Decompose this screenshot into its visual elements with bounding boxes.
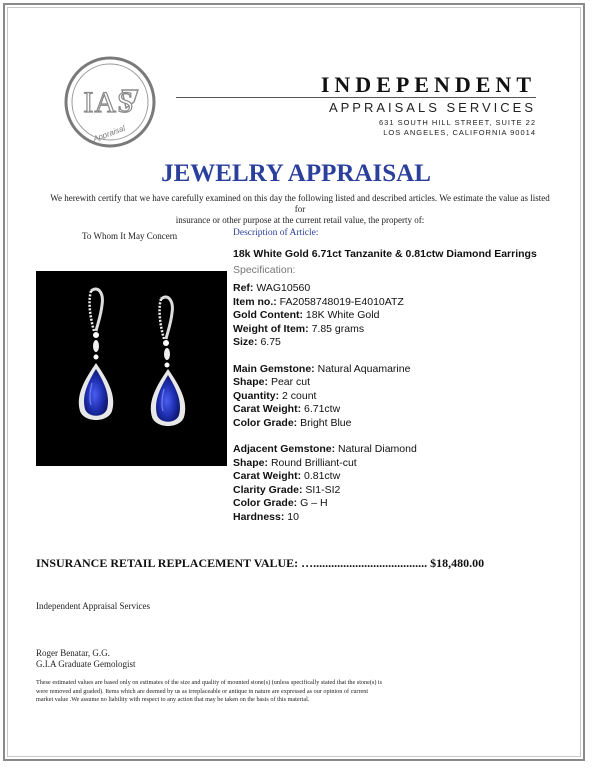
insurance-value bbox=[36, 556, 484, 571]
logo-ring-text: Appraisal bbox=[91, 123, 127, 144]
spec-ref: Ref: WAG10560 bbox=[233, 282, 311, 294]
spec-main-color: Color Grade: Bright Blue bbox=[233, 416, 352, 429]
insurance-amount: $18,480.00 bbox=[430, 556, 485, 570]
spec-gold-content: Gold Content: 18K White Gold bbox=[233, 309, 380, 321]
article-title: 18k White Gold 6.71ct Tanzanite & 0.81ctw Diamond Earrings bbox=[233, 248, 537, 260]
company-address bbox=[379, 118, 536, 138]
spec-adjacent-shape: Shape: Round Brilliant-cut bbox=[233, 456, 357, 469]
appraiser-signature bbox=[36, 648, 135, 670]
description-label: Description of Article: bbox=[233, 228, 319, 238]
insurance-label: INSURANCE RETAIL REPLACEMENT VALUE: bbox=[36, 556, 299, 570]
intro-line-2: insurance or other purpose at the current retail value, the property of: bbox=[175, 215, 425, 225]
spec-clarity: Clarity Grade: SI1-SI2 bbox=[233, 483, 341, 496]
earrings-photo bbox=[36, 271, 227, 466]
ias-logo bbox=[64, 56, 156, 148]
address-line-2: LOS ANGELES, CALIFORNIA 90014 bbox=[383, 128, 536, 137]
spec-weight: Weight of Item: 7.85 grams bbox=[233, 322, 365, 335]
spec-main-shape: Shape: Pear cut bbox=[233, 376, 311, 388]
intro-line-1: We herewith certify that we have carefully examined on this day the following listed and described articles. We estimate the value as listed for bbox=[50, 193, 550, 214]
disclaimer bbox=[36, 679, 516, 705]
spec-hardness: Hardness: 10 bbox=[233, 510, 299, 523]
spec-main-carat: Carat Weight: 6.71ctw bbox=[233, 403, 341, 415]
intro-text bbox=[50, 193, 550, 226]
specifications bbox=[233, 282, 417, 524]
address-line-1: 631 SOUTH HILL STREET, SUITE 22 bbox=[378, 118, 536, 127]
disclaimer-line-3: market value .We assume no liability with respect to any action that may be taken on the basis of this material. bbox=[36, 696, 310, 704]
header-rule bbox=[176, 97, 536, 98]
spec-size: Size: 6.75 bbox=[233, 336, 281, 348]
document-title: JEWELRY APPRAISAL bbox=[161, 160, 431, 187]
spec-quantity: Quantity: 2 count bbox=[233, 389, 317, 402]
spec-main-gemstone: Main Gemstone: Natural Aquamarine bbox=[233, 362, 411, 375]
disclaimer-line-2: were removed and graded). Items which are deemed by us as irreplaceable or antique in nature are expressed as our opinion of current bbox=[36, 687, 369, 695]
spec-item-no: Item no.: FA2058748019-E4010ATZ bbox=[233, 295, 404, 308]
company-subtitle: APPRAISALS SERVICES bbox=[328, 100, 536, 115]
appraiser-title: G.I.A Graduate Gemologist bbox=[36, 659, 136, 669]
spec-adjacent-gemstone: Adjacent Gemstone: Natural Diamond bbox=[233, 443, 417, 455]
appraiser-name: Roger Benatar, G.G. bbox=[36, 648, 110, 658]
company-header bbox=[321, 72, 536, 98]
disclaimer-line-1: These estimated values are based only on estimates of the size and quality of mounted stone(s) (unless specifically stated that the stone(s) is bbox=[36, 679, 383, 686]
recipient: To Whom It May Concern bbox=[82, 231, 178, 241]
insurance-dots: …...................................... bbox=[301, 556, 428, 570]
logo-monogram: IAS bbox=[83, 86, 135, 119]
signing-company: Independent Appraisal Services bbox=[36, 601, 150, 611]
spec-adjacent-carat: Carat Weight: 0.81ctw bbox=[233, 470, 341, 482]
specification-label: Specification: bbox=[233, 264, 296, 276]
spec-adjacent-color: Color Grade: G – H bbox=[233, 497, 328, 509]
company-name: INDEPENDENT bbox=[320, 72, 536, 97]
